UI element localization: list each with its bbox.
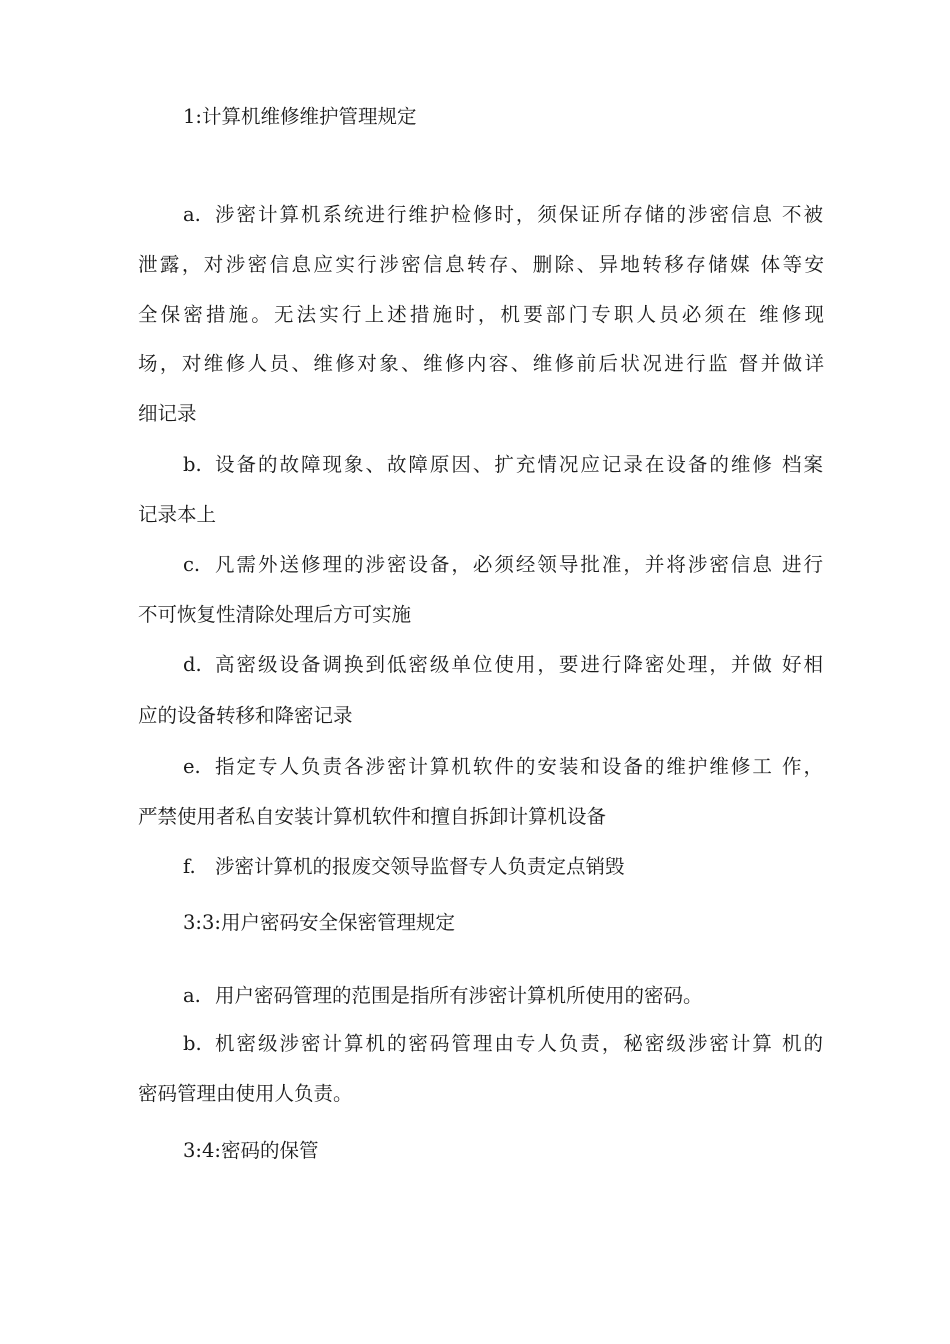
paragraph-line: 全保密措施。无法实行上述措施时，机要部门专职人员必须在 维修现 (138, 303, 824, 326)
paragraph-line: 涉密计算机系统进行维护检修时，须保证所存储的涉密信息 不被 (215, 203, 823, 226)
paragraph-line: 设备的故障现象、故障原因、扩充情况应记录在设备的维修 档案 (215, 453, 823, 476)
paragraph-line: 用户密码管理的范围是指所有涉密计算机所使用的密码。 (215, 984, 703, 1007)
section-heading: 1:计算机维修维护管理规定 (183, 105, 417, 128)
paragraph-line: 场，对维修人员、维修对象、维修内容、维修前后状况进行监 督并做详 (138, 352, 824, 375)
list-marker: b. (183, 1032, 202, 1055)
list-item-first-line (183, 452, 823, 478)
paragraph-line: 不可恢复性清除处理后方可实施 (138, 603, 412, 626)
list-marker: c. (183, 553, 201, 576)
list-marker: b. (183, 453, 202, 476)
list-item-first-line (183, 202, 823, 228)
section-heading: 3:3:用户密码安全保密管理规定 (183, 911, 455, 934)
list-item-first-line (183, 854, 625, 880)
list-marker: a. (183, 984, 201, 1007)
paragraph-line: 高密级设备调换到低密级单位使用，要进行降密处理，并做 好相 (215, 653, 823, 676)
paragraph-line: 凡需外送修理的涉密设备，必须经领导批准，并将涉密信息 进行 (215, 553, 823, 576)
paragraph-line: 指定专人负责各涉密计算机软件的安装和设备的维护维修工 作， (215, 755, 823, 778)
list-marker: f. (183, 855, 196, 878)
section-heading: 3:4:密码的保管 (183, 1139, 319, 1162)
paragraph-line: 泄露，对涉密信息应实行涉密信息转存、删除、异地转移存储媒 体等安 (138, 253, 824, 276)
list-marker: a. (183, 203, 201, 226)
list-item-first-line (183, 552, 823, 578)
list-item-first-line (183, 754, 823, 780)
paragraph-line: 涉密计算机的报废交领导监督专人负责定点销毁 (215, 855, 625, 878)
paragraph-line: 细记录 (138, 402, 197, 425)
list-item-first-line (183, 652, 823, 678)
paragraph-line: 机密级涉密计算机的密码管理由专人负责，秘密级涉密计算 机的 (215, 1032, 823, 1055)
paragraph-line: 密码管理由使用人负责。 (138, 1082, 353, 1105)
paragraph-line: 严禁使用者私自安装计算机软件和擅自拆卸计算机设备 (138, 805, 607, 828)
list-marker: d. (183, 653, 202, 676)
paragraph-line: 记录本上 (138, 503, 217, 526)
paragraph-line: 应的设备转移和降密记录 (138, 704, 353, 727)
list-item-first-line (183, 1031, 823, 1057)
list-item-first-line (183, 983, 703, 1009)
list-marker: e. (183, 755, 201, 778)
